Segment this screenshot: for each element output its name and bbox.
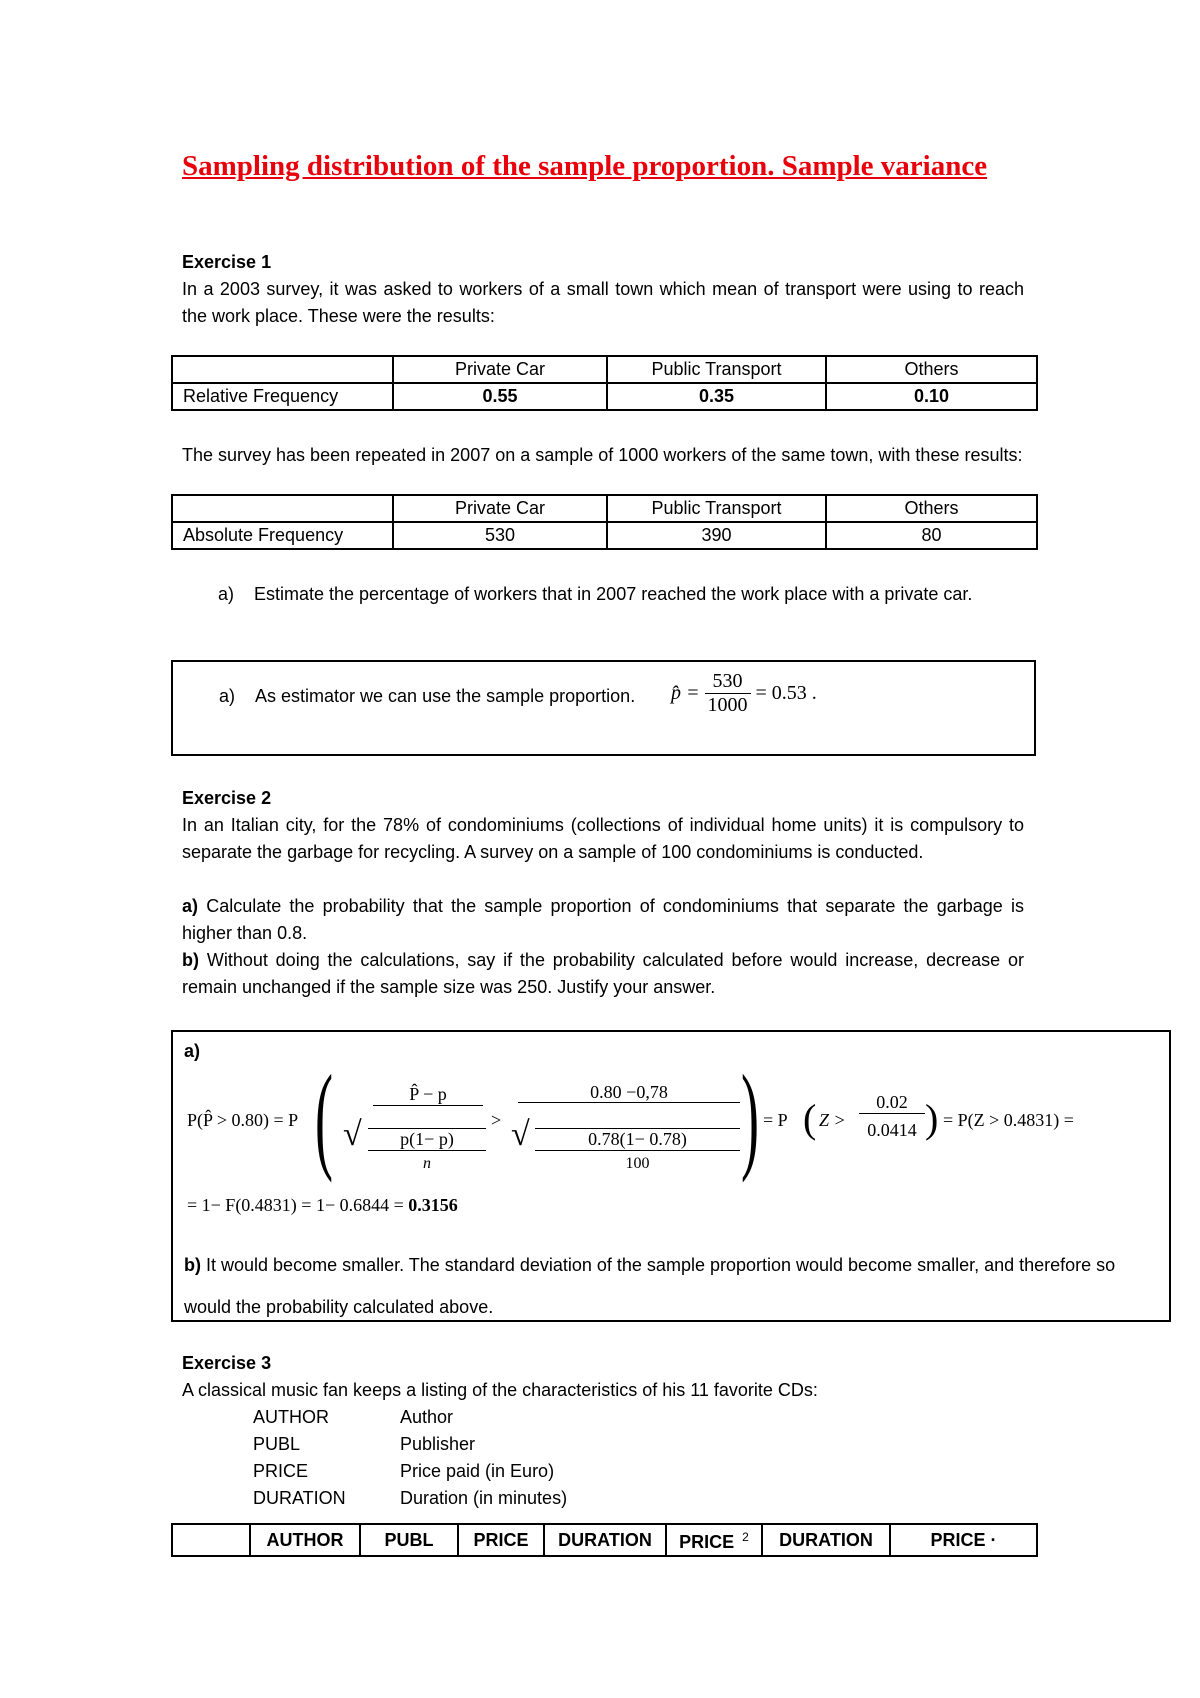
formula-line-2 xyxy=(187,1195,458,1216)
table-header-cell: PRICE xyxy=(458,1524,544,1556)
question-label: b) xyxy=(182,950,199,970)
answer-b xyxy=(184,1244,1159,1328)
exercise-2-heading: Exercise 2 xyxy=(182,788,272,808)
answer-b-label: b) xyxy=(184,1255,201,1275)
question-a-text: Estimate the percentage of workers that in 2007 reached the work place with a private car. xyxy=(254,584,973,604)
formula-lhs: P(P̂ > 0.80) = P xyxy=(187,1110,299,1130)
exercise-1-intro: In a 2003 survey, it was asked to workers of a small town which mean of transport were using to reach the work place. These were the results: xyxy=(182,279,1024,326)
answer-a-label: a) xyxy=(184,1041,201,1061)
table-header-cell: PRICE · xyxy=(890,1524,1037,1556)
table-cell: 530 xyxy=(393,522,607,549)
fraction-numerator: 530 xyxy=(705,670,751,694)
absolute-frequency-table xyxy=(171,494,1038,550)
fraction-den-n: n xyxy=(423,1155,431,1172)
table-header-cell: Private Car xyxy=(393,356,607,383)
var-desc: Publisher xyxy=(400,1434,476,1454)
var-desc: Price paid (in Euro) xyxy=(400,1461,555,1481)
var-code: PUBL xyxy=(253,1434,301,1454)
table-header-cell: Public Transport xyxy=(607,495,826,522)
superscript: 2 xyxy=(742,1530,749,1544)
table-header-cell xyxy=(172,495,393,522)
cd-table xyxy=(171,1523,1038,1557)
table-header-cell: AUTHOR xyxy=(250,1524,360,1556)
row-label: Relative Frequency xyxy=(172,383,393,410)
paren-left: ( xyxy=(803,1096,817,1141)
exercise-3-intro: A classical music fan keeps a listing of the characteristics of his 11 favorite CDs: xyxy=(182,1380,818,1400)
big-paren-right: ) xyxy=(741,1050,759,1183)
var-code: AUTHOR xyxy=(253,1407,329,1427)
page-title: Sampling distribution of the sample proportion. Sample variance xyxy=(182,150,988,182)
table-header-cell xyxy=(172,1524,250,1556)
var-code: PRICE xyxy=(253,1461,309,1481)
table-header-cell xyxy=(666,1524,762,1556)
exercise-2-question-a xyxy=(182,893,1024,947)
table-cell: 80 xyxy=(826,522,1037,549)
formula-result: 0.3156 xyxy=(408,1195,458,1215)
table-header-cell: Private Car xyxy=(393,495,607,522)
table-header-cell xyxy=(172,356,393,383)
fraction-numerator-1: P̂ − p xyxy=(373,1084,483,1106)
answer-a-text: As estimator we can use the sample proportion. xyxy=(255,686,636,706)
answer-a-marker: a) xyxy=(219,686,236,706)
greater-than: > xyxy=(491,1110,502,1130)
answer-a-formula xyxy=(671,670,817,717)
relative-frequency-table xyxy=(171,355,1038,411)
table-header-cell: Others xyxy=(826,356,1037,383)
fraction-den-100: 100 xyxy=(625,1155,650,1172)
answer-box-1 xyxy=(171,660,1036,756)
fraction xyxy=(705,670,751,717)
fraction-numerator-3: 0.02 xyxy=(859,1092,925,1114)
question-text: Without doing the calculations, say if the probability calculated before would increase, decrease or remain unchanged if the sample size was 250. Justify your answer. xyxy=(182,950,1024,997)
var-code: DURATION xyxy=(253,1488,346,1508)
formula-rhs: = P(Z > 0.4831) = xyxy=(943,1110,1074,1130)
answer-a-result: = 0.53 . xyxy=(755,682,817,704)
exercise-2-intro: In an Italian city, for the 78% of condominiums (collections of individual home units) it is compulsory to separate the garbage for recycling. A survey on a sample of 100 condominiums is conducted. xyxy=(182,815,1024,862)
table-header-cell: Others xyxy=(826,495,1037,522)
table-header-row xyxy=(172,495,1037,522)
question-a-marker: a) xyxy=(218,584,235,604)
table-cell: 0.10 xyxy=(826,383,1037,410)
fraction-den-2: 0.78(1− 0.78) xyxy=(535,1128,740,1151)
exercise-1-heading: Exercise 1 xyxy=(182,252,272,272)
paren-right: ) xyxy=(925,1096,939,1141)
table-header-cell: DURATION xyxy=(762,1524,890,1556)
price-squared-label: PRICE xyxy=(679,1532,735,1552)
exercise-3-heading: Exercise 3 xyxy=(182,1353,272,1373)
table-cell: 0.35 xyxy=(607,383,826,410)
table-row xyxy=(172,522,1037,549)
table-header-cell: DURATION xyxy=(544,1524,666,1556)
z-expression: Z > xyxy=(819,1110,846,1130)
table-header-row xyxy=(172,356,1037,383)
answer-b-text: It would become smaller. The standard deviation of the sample proportion would become smaller, and therefore so would the probability calculated above. xyxy=(184,1255,1116,1317)
table-cell: 0.55 xyxy=(393,383,607,410)
table-row xyxy=(172,383,1037,410)
question-label: a) xyxy=(182,896,199,916)
question-text: Calculate the probability that the sample proportion of condominiums that separate the garbage is higher than 0.8. xyxy=(182,896,1024,943)
exercise-2-question-b xyxy=(182,947,1024,1001)
answer-box-2 xyxy=(171,1030,1171,1322)
fraction-numerator-2: 0.80 −0,78 xyxy=(590,1082,668,1102)
sqrt-icon: √ xyxy=(511,1116,530,1153)
fraction-denominator-3: 0.0414 xyxy=(867,1120,917,1140)
var-desc: Author xyxy=(400,1407,454,1427)
fraction-den-1: p(1− p) xyxy=(368,1128,486,1151)
formula-mid: = P xyxy=(763,1110,788,1130)
formula-line-2-text: = 1− F(0.4831) = 1− 0.6844 = xyxy=(187,1195,404,1215)
table-header-cell: Public Transport xyxy=(607,356,826,383)
big-paren-left: ( xyxy=(315,1050,333,1183)
fraction-denominator: 1000 xyxy=(707,694,748,716)
exercise-1-repeat-text: The survey has been repeated in 2007 on a sample of 1000 workers of the same town, with these results: xyxy=(182,445,1023,465)
var-desc: Duration (in minutes) xyxy=(400,1488,568,1508)
table-cell: 390 xyxy=(607,522,826,549)
table-header-cell: PUBL xyxy=(360,1524,458,1556)
table-header-row xyxy=(172,1524,1037,1556)
p-hat-symbol: p̂ = xyxy=(671,682,700,704)
row-label: Absolute Frequency xyxy=(172,522,393,549)
sqrt-icon: √ xyxy=(343,1116,362,1153)
